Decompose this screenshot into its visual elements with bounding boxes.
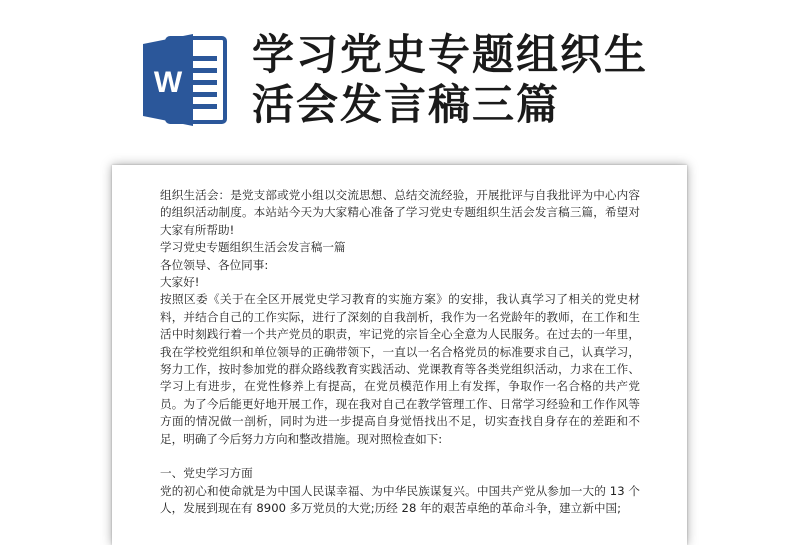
title-line-1: 学习党史专题组织生 [252,30,649,79]
paragraph-intro: 组织生活会：是党支部或党小组以交流思想、总结交流经验，开展批评与自我批评为中心内容的组织活动制度。本站站今天为大家精心准备了学习党史专题组织生活会发言稿三篇，希望对大家有所帮助! [160,188,640,237]
word-icon-letter: W [153,66,183,99]
paragraph-gap [160,448,640,465]
title-line-2: 活会发言稿三篇 [252,80,561,129]
word-document-icon [141,30,229,130]
document-page [112,165,687,545]
paragraph-body: 按照区委《关于在全区开展党史学习教育的实施方案》的安排，我认真学习了相关的党史材料，并结合自己的工作实际，进行了深刻的自我剖析，我作为一名党龄年的教师，在工作和生活中时刻践行着一个共产党员的职责，牢记党的宗旨全心全意为人民服务。在过去的一年里，我在学校党组织和单位领导的正确带领下，一直以一名合格党员的标准要求自己，认真学习，努力工作，按时参加党的群众路线教育实践活动、党课教育等各类党组织活动，力求在工作、学习上有进步，在党性修养上有提高，在党员模范作用上有发挥，争取作一名合格的共产党员。为了今后能更好地开展工作，现在我对自己在教学管理工作、日常学习经验和工作作风等方面的情况做一剖析，同时为进一步提高自身觉悟找出不足，切实查找自身存在的差距和不足，明确了今后努力方向和整改措施。现对照检查如下: [160,292,640,446]
paragraph-salutation: 各位领导、各位同事: [160,257,269,272]
document-content [160,187,640,517]
page-title [252,30,772,130]
paragraph-section-heading: 一、党史学习方面 [160,466,253,481]
paragraph-section-body: 党的初心和使命就是为中国人民谋幸福、为中华民族谋复兴。中国共产党从参加一大的 13 个人，发展到现在有 8900 多万党员的大党;历经 28 年的艰苦卓绝的革命斗争，建立新中国; [160,483,640,515]
page-header [0,0,800,160]
paragraph-greeting: 大家好! [160,275,200,290]
paragraph-heading: 学习党史专题组织生活会发言稿一篇 [160,240,346,255]
